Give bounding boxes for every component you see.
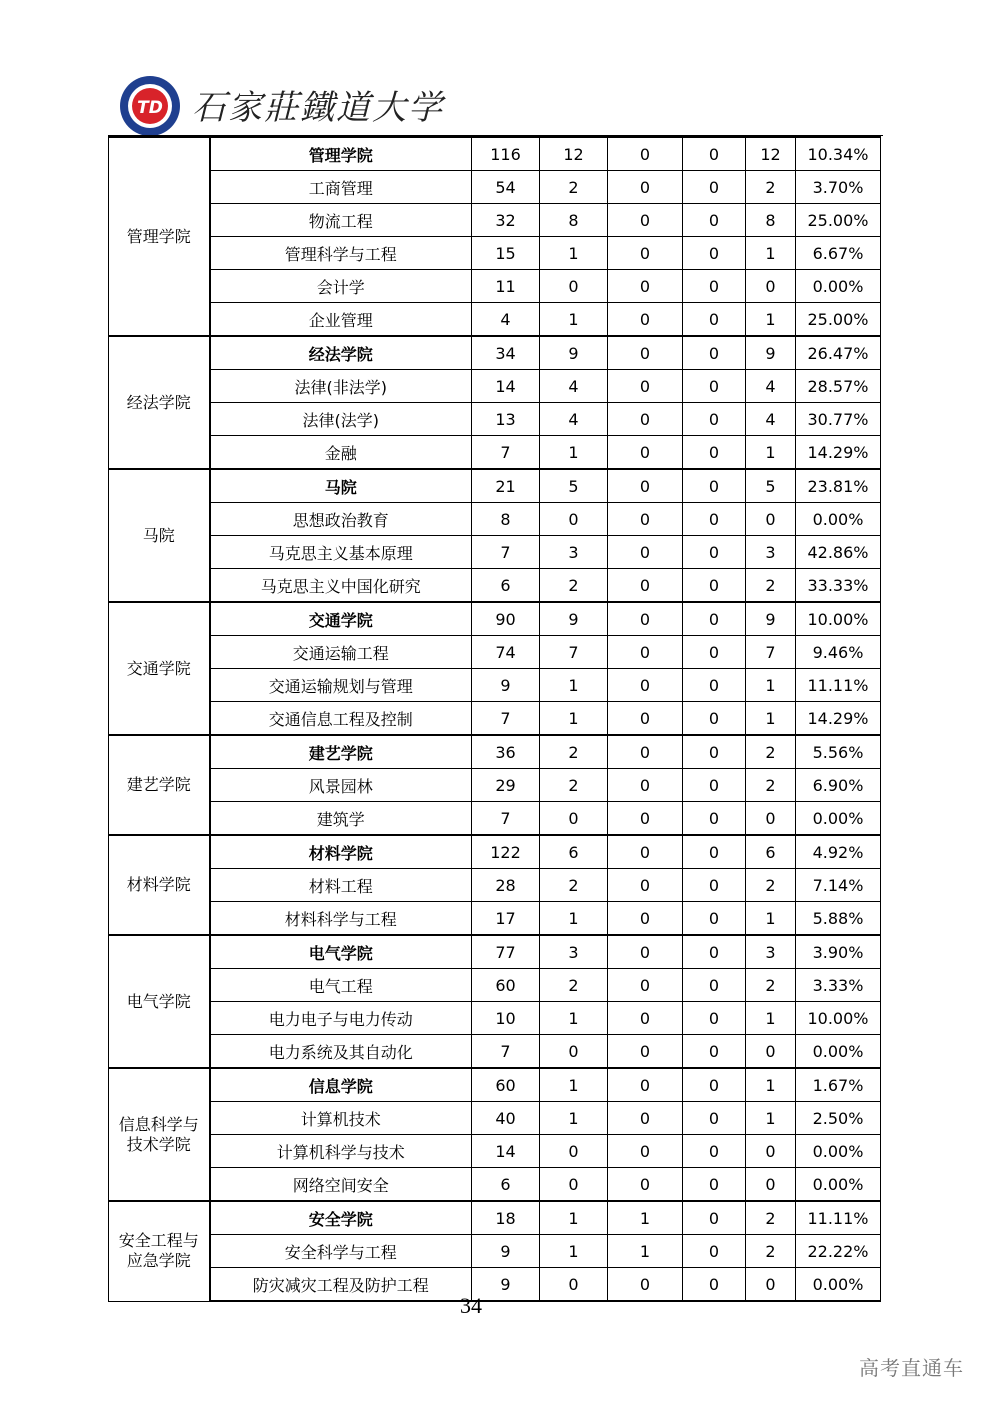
- value-cell: 0: [683, 270, 746, 303]
- value-cell: 74: [472, 636, 540, 669]
- value-cell: 2: [746, 869, 796, 902]
- value-cell: 0: [683, 171, 746, 204]
- value-cell: 90: [472, 602, 540, 636]
- ratio-cell: 0.00%: [796, 1135, 881, 1168]
- table-row: [109, 303, 881, 337]
- value-cell: 2: [746, 735, 796, 769]
- value-cell: 3: [746, 536, 796, 569]
- table-row: [109, 1135, 881, 1168]
- table-row: [109, 1035, 881, 1069]
- value-cell: 54: [472, 171, 540, 204]
- value-cell: 1: [746, 1002, 796, 1035]
- college-name-cell: 信息科学与技术学院: [109, 1068, 210, 1201]
- ratio-cell: 0.00%: [796, 503, 881, 536]
- value-cell: 6: [472, 569, 540, 603]
- major-name-cell: 管理科学与工程: [210, 237, 472, 270]
- value-cell: 0: [608, 303, 683, 337]
- value-cell: 0: [608, 1268, 683, 1302]
- value-cell: 36: [472, 735, 540, 769]
- table-row: [109, 403, 881, 436]
- value-cell: 6: [746, 835, 796, 869]
- ratio-cell: 6.67%: [796, 237, 881, 270]
- value-cell: 0: [608, 1168, 683, 1202]
- seal-initials: TD: [137, 98, 163, 118]
- value-cell: 77: [472, 935, 540, 969]
- value-cell: 0: [608, 569, 683, 603]
- table-row: [109, 1102, 881, 1135]
- value-cell: 7: [472, 536, 540, 569]
- value-cell: 0: [683, 702, 746, 736]
- value-cell: 0: [608, 702, 683, 736]
- college-name-cell: 经法学院: [109, 336, 210, 469]
- value-cell: 6: [540, 835, 608, 869]
- college-name-cell: 管理学院: [109, 137, 210, 336]
- value-cell: 4: [746, 370, 796, 403]
- value-cell: 21: [472, 469, 540, 503]
- value-cell: 4: [746, 403, 796, 436]
- ratio-cell: 0.00%: [796, 1035, 881, 1069]
- value-cell: 0: [608, 171, 683, 204]
- value-cell: 7: [746, 636, 796, 669]
- value-cell: 0: [608, 370, 683, 403]
- value-cell: 1: [746, 436, 796, 470]
- college-total-row: [109, 1201, 881, 1235]
- value-cell: 0: [683, 1201, 746, 1235]
- value-cell: 0: [683, 1068, 746, 1102]
- page-header: [108, 70, 883, 136]
- table-row: [109, 270, 881, 303]
- major-name-cell: 建筑学: [210, 802, 472, 836]
- value-cell: 2: [746, 1235, 796, 1268]
- major-name-cell: 物流工程: [210, 204, 472, 237]
- ratio-cell: 22.22%: [796, 1235, 881, 1268]
- ratio-cell: 3.90%: [796, 935, 881, 969]
- table-row: [109, 237, 881, 270]
- value-cell: 14: [472, 370, 540, 403]
- major-name-cell: 电力系统及其自动化: [210, 1035, 472, 1069]
- value-cell: 0: [608, 536, 683, 569]
- table-row: [109, 802, 881, 836]
- value-cell: 0: [608, 669, 683, 702]
- ratio-cell: 11.11%: [796, 1201, 881, 1235]
- table-row: [109, 636, 881, 669]
- ratio-cell: 11.11%: [796, 669, 881, 702]
- value-cell: 10: [472, 1002, 540, 1035]
- value-cell: 0: [683, 935, 746, 969]
- table-row: [109, 1168, 881, 1202]
- value-cell: 13: [472, 403, 540, 436]
- table-row: [109, 569, 881, 603]
- ratio-cell: 10.00%: [796, 1002, 881, 1035]
- value-cell: 1: [746, 303, 796, 337]
- value-cell: 32: [472, 204, 540, 237]
- value-cell: 0: [746, 1268, 796, 1302]
- college-name-cell: 电气学院: [109, 935, 210, 1068]
- table-row: [109, 1235, 881, 1268]
- value-cell: 1: [746, 902, 796, 936]
- value-cell: 1: [608, 1201, 683, 1235]
- college-total-row: [109, 469, 881, 503]
- table-row: [109, 171, 881, 204]
- value-cell: 2: [746, 969, 796, 1002]
- value-cell: 2: [540, 969, 608, 1002]
- value-cell: 0: [683, 1035, 746, 1069]
- value-cell: 18: [472, 1201, 540, 1235]
- value-cell: 0: [683, 469, 746, 503]
- value-cell: 0: [608, 1035, 683, 1069]
- major-name-cell: 防灾减灾工程及防护工程: [210, 1268, 472, 1302]
- value-cell: 0: [683, 1002, 746, 1035]
- value-cell: 0: [746, 503, 796, 536]
- table-row: [109, 536, 881, 569]
- value-cell: 0: [683, 769, 746, 802]
- value-cell: 0: [608, 469, 683, 503]
- value-cell: 9: [472, 1268, 540, 1302]
- value-cell: 2: [540, 569, 608, 603]
- college-total-row: [109, 137, 881, 171]
- value-cell: 60: [472, 969, 540, 1002]
- value-cell: 7: [472, 1035, 540, 1069]
- college-name-cell: 交通学院: [109, 602, 210, 735]
- ratio-cell: 10.00%: [796, 602, 881, 636]
- value-cell: 1: [540, 1002, 608, 1035]
- value-cell: 0: [683, 237, 746, 270]
- value-cell: 0: [683, 902, 746, 936]
- value-cell: 0: [608, 769, 683, 802]
- college-total-row: [109, 336, 881, 370]
- value-cell: 0: [608, 636, 683, 669]
- ratio-cell: 7.14%: [796, 869, 881, 902]
- value-cell: 5: [746, 469, 796, 503]
- value-cell: 0: [683, 536, 746, 569]
- value-cell: 0: [608, 1102, 683, 1135]
- major-name-cell: 马克思主义中国化研究: [210, 569, 472, 603]
- value-cell: 1: [540, 237, 608, 270]
- university-name: 石家莊鐵道大学: [192, 88, 444, 128]
- ratio-cell: 28.57%: [796, 370, 881, 403]
- ratio-cell: 3.70%: [796, 171, 881, 204]
- value-cell: 0: [608, 137, 683, 171]
- value-cell: 1: [540, 1235, 608, 1268]
- ratio-cell: 2.50%: [796, 1102, 881, 1135]
- value-cell: 0: [746, 802, 796, 836]
- value-cell: 0: [540, 1035, 608, 1069]
- ratio-cell: 30.77%: [796, 403, 881, 436]
- major-name-cell: 计算机技术: [210, 1102, 472, 1135]
- value-cell: 0: [683, 1168, 746, 1202]
- ratio-cell: 23.81%: [796, 469, 881, 503]
- value-cell: 5: [540, 469, 608, 503]
- value-cell: 0: [608, 735, 683, 769]
- major-name-cell: 材料学院: [210, 835, 472, 869]
- value-cell: 0: [608, 935, 683, 969]
- value-cell: 0: [608, 204, 683, 237]
- ratio-cell: 0.00%: [796, 270, 881, 303]
- value-cell: 2: [746, 569, 796, 603]
- ratio-cell: 0.00%: [796, 1168, 881, 1202]
- major-name-cell: 计算机科学与技术: [210, 1135, 472, 1168]
- value-cell: 1: [540, 669, 608, 702]
- value-cell: 1: [746, 237, 796, 270]
- value-cell: 0: [683, 303, 746, 337]
- major-name-cell: 法律(非法学): [210, 370, 472, 403]
- value-cell: 0: [608, 270, 683, 303]
- major-name-cell: 材料科学与工程: [210, 902, 472, 936]
- value-cell: 0: [608, 237, 683, 270]
- major-name-cell: 交通学院: [210, 602, 472, 636]
- major-name-cell: 电气工程: [210, 969, 472, 1002]
- value-cell: 7: [472, 702, 540, 736]
- value-cell: 0: [540, 270, 608, 303]
- value-cell: 4: [540, 403, 608, 436]
- table-row: [109, 869, 881, 902]
- table-row: [109, 436, 881, 470]
- value-cell: 0: [683, 1135, 746, 1168]
- value-cell: 9: [472, 1235, 540, 1268]
- value-cell: 0: [683, 569, 746, 603]
- value-cell: 34: [472, 336, 540, 370]
- major-name-cell: 交通信息工程及控制: [210, 702, 472, 736]
- value-cell: 122: [472, 835, 540, 869]
- college-name-cell: 马院: [109, 469, 210, 602]
- value-cell: 28: [472, 869, 540, 902]
- value-cell: 2: [540, 171, 608, 204]
- major-name-cell: 工商管理: [210, 171, 472, 204]
- value-cell: 1: [540, 1102, 608, 1135]
- value-cell: 9: [746, 602, 796, 636]
- value-cell: 0: [683, 336, 746, 370]
- value-cell: 0: [683, 436, 746, 470]
- value-cell: 3: [540, 536, 608, 569]
- value-cell: 0: [683, 204, 746, 237]
- table-row: [109, 669, 881, 702]
- table-row: [109, 769, 881, 802]
- value-cell: 0: [540, 802, 608, 836]
- value-cell: 1: [746, 1068, 796, 1102]
- value-cell: 0: [683, 1102, 746, 1135]
- ratio-cell: 0.00%: [796, 1268, 881, 1302]
- value-cell: 8: [746, 204, 796, 237]
- value-cell: 9: [540, 336, 608, 370]
- value-cell: 0: [746, 270, 796, 303]
- value-cell: 0: [608, 1135, 683, 1168]
- ratio-cell: 0.00%: [796, 802, 881, 836]
- value-cell: 0: [608, 869, 683, 902]
- major-name-cell: 管理学院: [210, 137, 472, 171]
- value-cell: 0: [683, 869, 746, 902]
- college-name-cell: 建艺学院: [109, 735, 210, 835]
- value-cell: 4: [540, 370, 608, 403]
- value-cell: 2: [746, 769, 796, 802]
- major-name-cell: 法律(法学): [210, 403, 472, 436]
- value-cell: 60: [472, 1068, 540, 1102]
- ratio-cell: 25.00%: [796, 204, 881, 237]
- table-row: [109, 902, 881, 936]
- college-total-row: [109, 1068, 881, 1102]
- ratio-cell: 14.29%: [796, 436, 881, 470]
- value-cell: 8: [540, 204, 608, 237]
- value-cell: 0: [608, 802, 683, 836]
- value-cell: 0: [746, 1035, 796, 1069]
- value-cell: 12: [746, 137, 796, 171]
- value-cell: 0: [683, 137, 746, 171]
- college-name-cell: 材料学院: [109, 835, 210, 935]
- value-cell: 3: [746, 935, 796, 969]
- value-cell: 0: [683, 735, 746, 769]
- major-name-cell: 企业管理: [210, 303, 472, 337]
- value-cell: 1: [746, 1102, 796, 1135]
- value-cell: 0: [683, 1268, 746, 1302]
- value-cell: 4: [472, 303, 540, 337]
- major-name-cell: 马克思主义基本原理: [210, 536, 472, 569]
- value-cell: 7: [540, 636, 608, 669]
- value-cell: 8: [472, 503, 540, 536]
- value-cell: 0: [683, 802, 746, 836]
- value-cell: 0: [608, 969, 683, 1002]
- ratio-cell: 9.46%: [796, 636, 881, 669]
- value-cell: 2: [540, 735, 608, 769]
- major-name-cell: 交通运输规划与管理: [210, 669, 472, 702]
- value-cell: 0: [540, 1168, 608, 1202]
- value-cell: 0: [540, 1268, 608, 1302]
- value-cell: 0: [683, 669, 746, 702]
- value-cell: 1: [540, 902, 608, 936]
- college-total-row: [109, 935, 881, 969]
- ratio-cell: 33.33%: [796, 569, 881, 603]
- ratio-cell: 25.00%: [796, 303, 881, 337]
- table-row: [109, 1002, 881, 1035]
- table-row: [109, 204, 881, 237]
- value-cell: 14: [472, 1135, 540, 1168]
- college-name-cell: 安全工程与应急学院: [109, 1201, 210, 1301]
- major-name-cell: 思想政治教育: [210, 503, 472, 536]
- value-cell: 7: [472, 802, 540, 836]
- value-cell: 2: [540, 769, 608, 802]
- value-cell: 0: [683, 370, 746, 403]
- value-cell: 1: [608, 1235, 683, 1268]
- major-name-cell: 安全学院: [210, 1201, 472, 1235]
- college-total-row: [109, 602, 881, 636]
- value-cell: 15: [472, 237, 540, 270]
- value-cell: 11: [472, 270, 540, 303]
- value-cell: 1: [540, 702, 608, 736]
- table-row: [109, 503, 881, 536]
- ratio-cell: 5.56%: [796, 735, 881, 769]
- value-cell: 6: [472, 1168, 540, 1202]
- major-name-cell: 金融: [210, 436, 472, 470]
- value-cell: 17: [472, 902, 540, 936]
- college-total-row: [109, 735, 881, 769]
- value-cell: 2: [540, 869, 608, 902]
- major-name-cell: 经法学院: [210, 336, 472, 370]
- value-cell: 1: [540, 1201, 608, 1235]
- value-cell: 0: [683, 503, 746, 536]
- value-cell: 0: [683, 1235, 746, 1268]
- value-cell: 0: [540, 503, 608, 536]
- value-cell: 0: [608, 1002, 683, 1035]
- value-cell: 0: [608, 436, 683, 470]
- ratio-cell: 3.33%: [796, 969, 881, 1002]
- value-cell: 0: [683, 969, 746, 1002]
- major-name-cell: 材料工程: [210, 869, 472, 902]
- value-cell: 9: [472, 669, 540, 702]
- ratio-cell: 14.29%: [796, 702, 881, 736]
- value-cell: 0: [746, 1168, 796, 1202]
- ratio-cell: 1.67%: [796, 1068, 881, 1102]
- value-cell: 0: [608, 336, 683, 370]
- table-body: [109, 137, 881, 1301]
- major-name-cell: 信息学院: [210, 1068, 472, 1102]
- value-cell: 0: [683, 403, 746, 436]
- value-cell: 0: [683, 602, 746, 636]
- ratio-cell: 10.34%: [796, 137, 881, 171]
- value-cell: 0: [608, 403, 683, 436]
- watermark-text: 高考直通车: [859, 1356, 964, 1380]
- value-cell: 0: [683, 636, 746, 669]
- value-cell: 7: [472, 436, 540, 470]
- major-name-cell: 电力电子与电力传动: [210, 1002, 472, 1035]
- page-number: 34: [460, 1293, 482, 1318]
- major-name-cell: 电气学院: [210, 935, 472, 969]
- value-cell: 1: [746, 669, 796, 702]
- value-cell: 0: [608, 902, 683, 936]
- major-name-cell: 会计学: [210, 270, 472, 303]
- value-cell: 29: [472, 769, 540, 802]
- admission-stats-table: [108, 136, 881, 1302]
- ratio-cell: 42.86%: [796, 536, 881, 569]
- major-name-cell: 交通运输工程: [210, 636, 472, 669]
- value-cell: 0: [608, 835, 683, 869]
- value-cell: 0: [608, 1068, 683, 1102]
- ratio-cell: 26.47%: [796, 336, 881, 370]
- value-cell: 9: [540, 602, 608, 636]
- major-name-cell: 马院: [210, 469, 472, 503]
- value-cell: 9: [746, 336, 796, 370]
- value-cell: 2: [746, 171, 796, 204]
- value-cell: 1: [540, 436, 608, 470]
- university-seal-logo: [118, 74, 182, 138]
- college-total-row: [109, 835, 881, 869]
- value-cell: 0: [608, 602, 683, 636]
- ratio-cell: 5.88%: [796, 902, 881, 936]
- value-cell: 1: [540, 1068, 608, 1102]
- major-name-cell: 安全科学与工程: [210, 1235, 472, 1268]
- major-name-cell: 建艺学院: [210, 735, 472, 769]
- value-cell: 0: [683, 835, 746, 869]
- ratio-cell: 4.92%: [796, 835, 881, 869]
- table-row: [109, 969, 881, 1002]
- ratio-cell: 6.90%: [796, 769, 881, 802]
- value-cell: 3: [540, 935, 608, 969]
- value-cell: 1: [540, 303, 608, 337]
- value-cell: 1: [746, 702, 796, 736]
- value-cell: 0: [540, 1135, 608, 1168]
- value-cell: 116: [472, 137, 540, 171]
- value-cell: 0: [746, 1135, 796, 1168]
- value-cell: 0: [608, 503, 683, 536]
- major-name-cell: 网络空间安全: [210, 1168, 472, 1202]
- value-cell: 40: [472, 1102, 540, 1135]
- table-row: [109, 702, 881, 736]
- value-cell: 12: [540, 137, 608, 171]
- table-row: [109, 370, 881, 403]
- major-name-cell: 风景园林: [210, 769, 472, 802]
- value-cell: 2: [746, 1201, 796, 1235]
